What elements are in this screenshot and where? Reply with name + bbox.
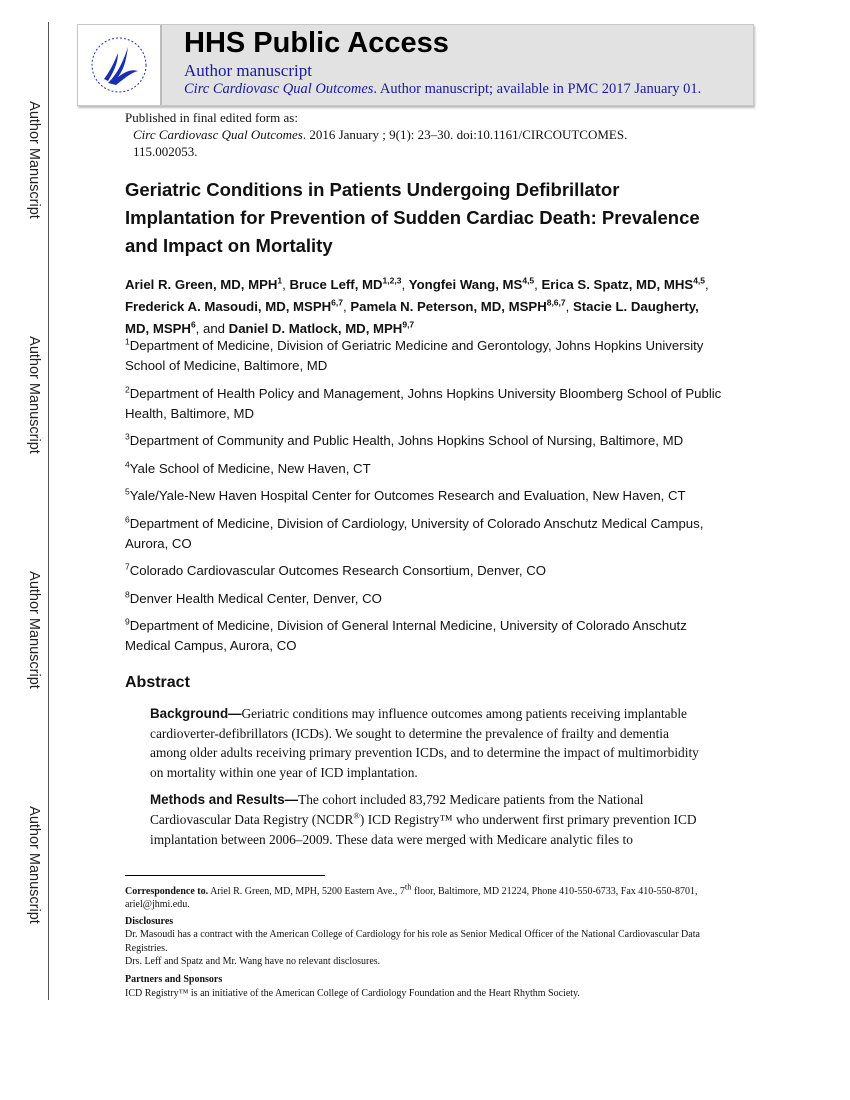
author-name: Bruce Leff, MD <box>289 277 383 292</box>
partners-heading: Partners and Sponsors <box>125 974 223 986</box>
abstract-methods <box>150 790 700 849</box>
affiliation-text: Colorado Cardiovascular Outcomes Research Consortium, Denver, CO <box>129 563 547 578</box>
author-name: Erica S. Spatz, MD, MHS <box>541 277 694 292</box>
affiliation-text: Department of Health Policy and Management, Johns Hopkins University Bloomberg School of Public Health, Baltimore, MD <box>125 385 722 421</box>
affiliation <box>125 561 725 581</box>
affiliation-num: 4 <box>125 459 130 470</box>
author-name: Yongfei Wang, MS <box>408 277 523 292</box>
registered-mark: ® <box>353 810 360 821</box>
affiliation-num: 1 <box>125 336 130 347</box>
citation <box>125 126 627 143</box>
author-sep: , <box>534 277 542 292</box>
correspondence <box>125 881 715 912</box>
author-sep: , <box>282 277 290 292</box>
background-label: Background— <box>150 706 242 721</box>
published-label: Published in final edited form as: <box>125 110 298 125</box>
affiliation-text: Yale/Yale-New Haven Hospital Center for Outcomes Research and Evaluation, New Haven, CT <box>129 488 686 503</box>
affiliation-num: 3 <box>125 431 130 442</box>
corr-text: Ariel R. Green, MD, MPH, 5200 Eastern Ave., 7 <box>208 886 405 897</box>
disclosure: Dr. Masoudi has a contract with the American College of Cardiology for his role as Senior Medical Officer of the National Cardiovascular Data Registries. <box>125 929 700 954</box>
affiliation <box>125 589 725 609</box>
corr-text-cont: floor, Baltimore, MD 21224, Phone 410-550-6733, Fax 410-550-8701, ariel@jhmi.edu. <box>125 886 698 911</box>
author-sep: , and <box>195 321 229 336</box>
disclosure: Drs. Leff and Spatz and Mr. Wang have no relevant disclosures. <box>125 956 381 968</box>
side-label-text: Author Manuscript <box>26 336 42 454</box>
author-affil-sup: 9,7 <box>402 319 415 330</box>
author-sep: , <box>401 277 409 292</box>
background-text: Geriatric conditions may influence outcomes among patients receiving implantable cardioverter-defibrillators (ICDs). We sought to determine the prevalence of frailty and dementia among older adults receiving primary prevention ICDs, and to determine the impact of multimorbidity on mortality within one year of ICD implantation. <box>150 706 699 780</box>
affiliation <box>125 384 725 424</box>
author-affil-sup: 4,5 <box>522 275 535 286</box>
availability-line <box>184 81 701 98</box>
abstract-heading: Abstract <box>125 674 190 691</box>
affiliation-text: Yale School of Medicine, New Haven, CT <box>129 460 371 476</box>
affiliation <box>125 616 725 656</box>
affiliation-text: Department of Medicine, Division of General Internal Medicine, University of Colorado Anschutz Medical Campus, Aurora, CO <box>125 618 687 653</box>
methods-text: The cohort included 83,792 Medicare patients from the National Cardiovascular Data Registry (NCDR <box>150 792 644 827</box>
author-name: Pamela N. Peterson, MD, MSPH <box>350 299 547 314</box>
margin-rule <box>48 22 49 1000</box>
affiliation-num: 5 <box>125 486 130 497</box>
affiliation-text: Denver Health Medical Center, Denver, CO <box>129 590 382 606</box>
abstract-background <box>150 704 700 782</box>
author-name: Frederick A. Masoudi, MD, MSPH <box>125 299 332 314</box>
affiliation-text: Department of Medicine, Division of Cardiology, University of Colorado Anschutz Medical Campus, Aurora, CO <box>125 515 704 551</box>
affiliation-num: 7 <box>125 561 130 572</box>
author-affil-sup: 1,2,3 <box>382 275 402 286</box>
footnote-rule <box>125 875 325 876</box>
side-label-text: Author Manuscript <box>26 806 42 924</box>
manuscript-type: Author manuscript <box>184 61 312 80</box>
author-sep: , <box>565 299 573 314</box>
corr-sup: th <box>404 881 412 892</box>
availability-text: . Author manuscript; available in PMC 2017 January 01. <box>373 81 702 97</box>
affiliation-list <box>125 336 725 664</box>
affiliation <box>125 514 725 554</box>
affiliation <box>125 431 725 451</box>
affiliation-num: 2 <box>125 384 130 395</box>
author-name: Ariel R. Green, MD, MPH <box>125 277 278 292</box>
published-info <box>125 109 627 160</box>
affiliation-text: Department of Medicine, Division of Geriatric Medicine and Gerontology, Johns Hopkins University School of Medicine, Baltimore, MD <box>125 338 704 373</box>
footnotes <box>125 881 715 1000</box>
author-affil-sup: 8,6,7 <box>546 297 566 308</box>
side-label-text: Author Manuscript <box>26 101 42 219</box>
affiliation <box>125 336 725 376</box>
article-title: Geriatric Conditions in Patients Undergoing Defibrillator Implantation for Prevention of Sudden Cardiac Death: Prevalence and Impact on Mortality <box>125 179 700 256</box>
affiliation-num: 8 <box>125 589 130 600</box>
author-list <box>125 274 725 340</box>
citation-journal: Circ Cardiovasc Qual Outcomes <box>133 127 303 142</box>
author-sep: , <box>705 277 709 292</box>
affiliation-num: 9 <box>125 616 130 627</box>
citation-cont: 115.002053. <box>133 144 198 159</box>
author-affil-sup: 4,5 <box>693 275 706 286</box>
affiliation <box>125 459 725 479</box>
abstract-body <box>150 704 700 857</box>
author-affil-sup: 6 <box>190 319 196 330</box>
affiliation <box>125 486 725 506</box>
hhs-title: HHS Public Access <box>184 27 449 59</box>
corr-label: Correspondence to. <box>125 886 209 897</box>
side-label-text: Author Manuscript <box>26 571 42 689</box>
author-name: Daniel D. Matlock, MD, MPH <box>228 321 403 336</box>
hhs-header <box>77 24 754 106</box>
methods-text-cont: ) ICD Registry™ who underwent first primary prevention ICD implantation between 2006–2009. These data were merged with Medicare analytic files to <box>150 811 697 847</box>
author-name: Stacie L. Daugherty, MD, MSPH <box>125 299 699 336</box>
disclosures-heading: Disclosures <box>125 915 174 927</box>
affiliation-num: 6 <box>125 514 130 525</box>
methods-label: Methods and Results— <box>150 792 299 808</box>
hhs-logo-icon <box>78 25 162 105</box>
author-affil-sup: 6,7 <box>331 297 343 308</box>
citation-text: . 2016 January ; 9(1): 23–30. doi:10.1161/CIRCOUTCOMES. <box>302 127 628 142</box>
journal-name: Circ Cardiovasc Qual Outcomes <box>184 81 374 97</box>
affiliation-text: Department of Community and Public Health, Johns Hopkins School of Nursing, Baltimore, MD <box>129 433 684 448</box>
partners-text: ICD Registry™ is an initiative of the American College of Cardiology Foundation and the Heart Rhythm Society. <box>125 987 580 999</box>
author-sep: , <box>342 299 351 314</box>
author-affil-sup: 1 <box>277 275 283 286</box>
